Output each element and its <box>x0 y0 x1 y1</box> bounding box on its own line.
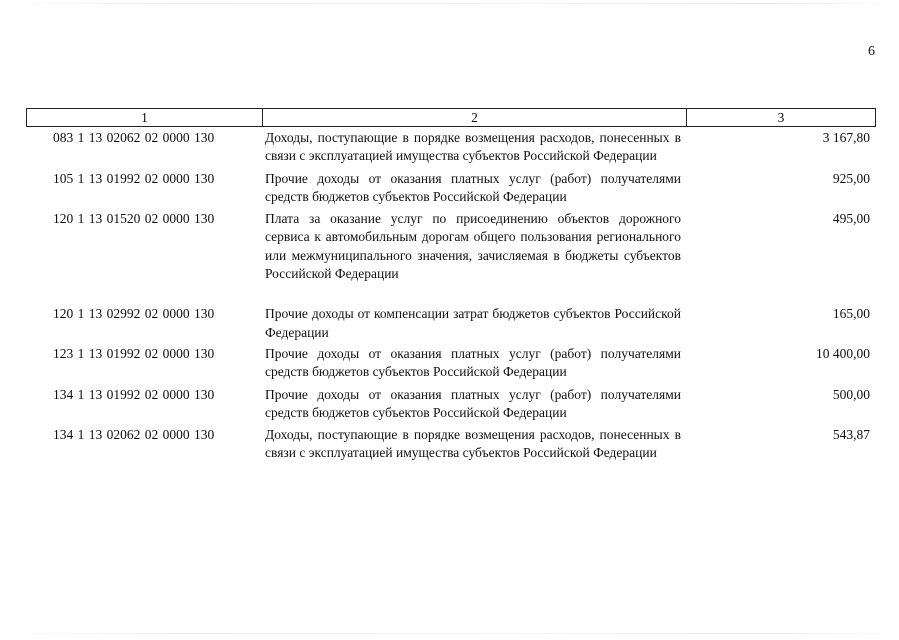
revenue-description: Плата за оказание услуг по присоединению объектов дорожного сервиса к автомобильным дорогам общего пользования регионального или межмуниципального значения, зачисляемая в бюджеты субъектов Российской Федерации <box>265 211 681 282</box>
column-header-1: 1 <box>26 108 263 127</box>
revenue-code: 105 1 13 01992 02 0000 130 <box>53 170 215 186</box>
revenue-amount: 495,00 <box>832 211 870 227</box>
revenue-description: Прочие доходы от оказания платных услуг (работ) получателями средств бюджетов субъектов Российской Федерации <box>265 386 681 420</box>
revenue-code: 123 1 13 01992 02 0000 130 <box>53 345 215 361</box>
revenue-code: 083 1 13 02062 02 0000 130 <box>53 130 215 145</box>
table-row <box>26 426 876 463</box>
revenue-code: 120 1 13 01520 02 0000 130 <box>53 211 215 227</box>
revenue-code: 120 1 13 02992 02 0000 130 <box>53 306 215 322</box>
revenue-code: 134 1 13 02062 02 0000 130 <box>53 427 215 443</box>
scan-artifact-bottom <box>0 633 899 634</box>
revenue-code: 134 1 13 01992 02 0000 130 <box>53 386 215 402</box>
revenue-amount: 165,00 <box>832 306 870 322</box>
revenue-description: Доходы, поступающие в порядке возмещения расходов, понесенных в связи с эксплуатацией имущества субъектов Российской Федерации <box>265 427 681 461</box>
revenue-amount: 3 167,80 <box>822 130 870 145</box>
table-row <box>26 386 876 423</box>
revenue-description: Прочие доходы от оказания платных услуг (работ) получателями средств бюджетов субъектов Российской Федерации <box>265 170 681 204</box>
revenue-description: Доходы, поступающие в порядке возмещения расходов, понесенных в связи с эксплуатацией имущества субъектов Российской Федерации <box>265 130 681 164</box>
page-number: 6 <box>868 44 875 59</box>
revenue-amount: 543,87 <box>832 427 870 443</box>
table-row <box>26 210 876 283</box>
table-header-row <box>26 108 876 126</box>
table-row <box>26 305 876 342</box>
revenue-amount: 10 400,00 <box>816 345 870 361</box>
revenue-amount: 500,00 <box>832 386 870 402</box>
table-row <box>26 129 876 166</box>
revenue-description: Прочие доходы от компенсации затрат бюджетов субъектов Российской Федерации <box>265 306 681 340</box>
revenue-table <box>26 108 876 463</box>
scan-artifact-top <box>0 3 899 4</box>
table-row <box>26 345 876 382</box>
table-row <box>26 170 876 207</box>
revenue-description: Прочие доходы от оказания платных услуг (работ) получателями средств бюджетов субъектов Российской Федерации <box>265 345 681 380</box>
revenue-amount: 925,00 <box>832 170 870 186</box>
column-header-2: 2 <box>263 108 687 127</box>
column-header-3: 3 <box>687 108 876 127</box>
